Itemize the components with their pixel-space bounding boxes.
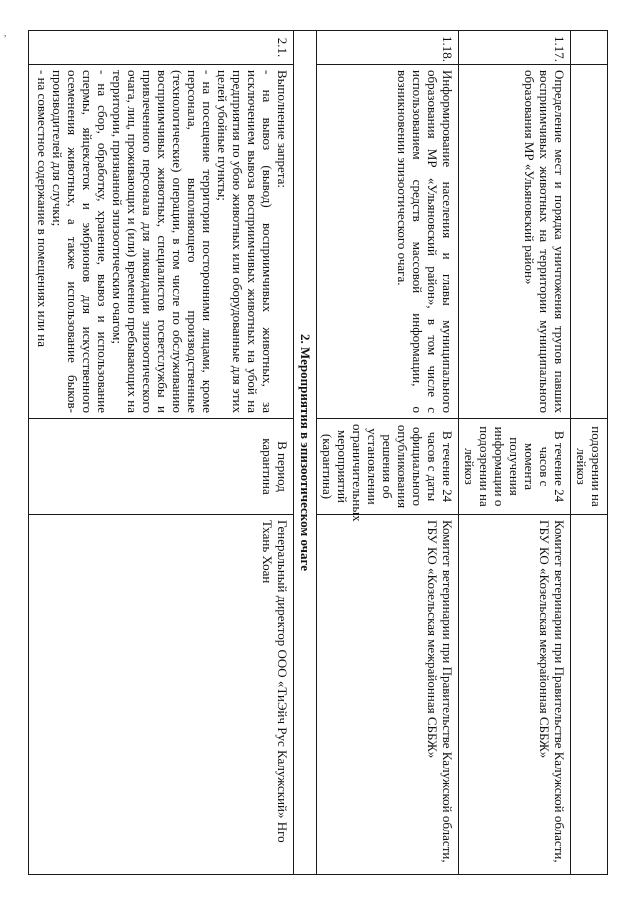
section-heading-row (294, 31, 317, 875)
cell-description (29, 65, 294, 419)
scan-mark: , (4, 28, 7, 38)
cell-responsible: Комитет ветеринарии при Правительстве Калужской области, ГБУ КО «Козельская межрайонная СББЖ» (317, 515, 459, 875)
description-line: Выполнение запрета: (275, 70, 290, 189)
cell-date: подозрении на лейкоз (571, 419, 608, 515)
cell-date: В течение 24 часов с даты официального опубликования решения об установлении ограничительных мероприятий (карантина) (317, 419, 459, 515)
description-line: - на посещение территории посторонними лицами, кроме персонала, выполняющего производственные (технологические) операции, в том числе по обслуживанию восприимчивых животных, специалистов госветслужбы и привлеченного персонала для ликвидации эпизоотического очага, лиц, проживающих и (или) временно пребывающих на территории, признанной эпизоотическим очагом; (110, 70, 215, 413)
cell-description (571, 65, 608, 419)
cell-num: 2.1. (29, 31, 294, 65)
rotated-page (28, 30, 608, 874)
cell-date: В период карантина (29, 419, 294, 515)
cell-description: Определение мест и порядка уничтожения трупов павших восприимчивых животных на территории муниципального образования МР «Ульяновский район» (459, 65, 571, 419)
section-title: 2. Мероприятия в эпизоотическом очаге (294, 31, 317, 875)
table-row-continuation (571, 31, 608, 875)
table-row-2-1 (29, 31, 294, 875)
description-line: - на вывоз (вывод) восприимчивых животных, за исключением вывоза восприимчивых животных на убой на предприятия по убою животных или оборудованные для этих целей убойные пункты; (215, 70, 275, 413)
cell-responsible: Комитет ветеринарии при Правительстве Калужской области, ГБУ КО «Козельская межрайонная СББЖ» (459, 515, 571, 875)
cell-num: 1.18. (317, 31, 459, 65)
table-row-1-18 (317, 31, 459, 875)
description-line: - на совместное содержание в помещениях или на (35, 70, 50, 348)
measures-table (28, 30, 608, 875)
cell-description: Информирование населения и главы муниципального образования МР «Ульяновский район», в том числе с использованием средств массовой информации, о возникновении эпизоотического очага. (317, 65, 459, 419)
cell-num (571, 31, 608, 65)
cell-date: В течение 24 часов с момента получения информации о подозрении на лейкоз (459, 419, 571, 515)
cell-responsible (571, 515, 608, 875)
cell-responsible: Генеральный директор ООО «ТиЭйч Рус Калужский» Нго Тхань Хоан (29, 515, 294, 875)
description-line: - на сбор, обработку, хранение, вывоз и использование спермы, яйцеклеток и эмбрионов для искусственного осеменения животных, а также использование быков-производителей для случки; (50, 70, 110, 413)
cell-num: 1.17. (459, 31, 571, 65)
table-row-1-17 (459, 31, 571, 875)
